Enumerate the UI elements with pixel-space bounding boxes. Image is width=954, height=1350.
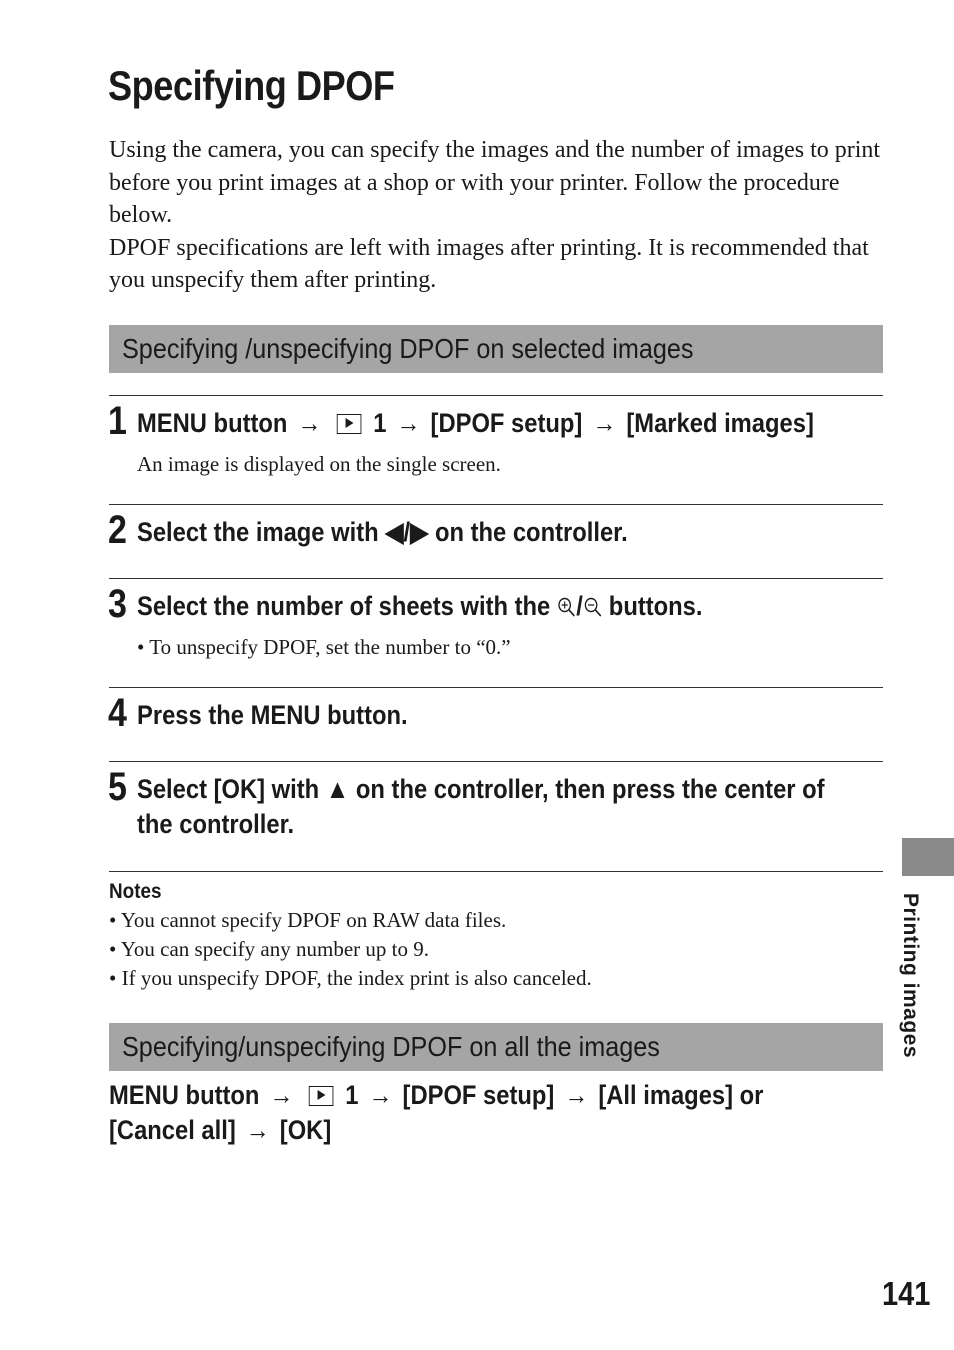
step-5-line-2: the controller. bbox=[137, 809, 295, 839]
page-title: Specifying DPOF bbox=[108, 62, 395, 109]
ok-label: [OK] bbox=[279, 1115, 332, 1145]
arrow-icon: → bbox=[245, 1115, 270, 1145]
divider bbox=[109, 504, 883, 505]
section-heading-selected-images bbox=[109, 325, 883, 373]
all-images-instruction bbox=[109, 1078, 869, 1148]
zoom-out-icon bbox=[583, 596, 602, 618]
chapter-side-label-text: Printing images bbox=[899, 893, 922, 1059]
playback-icon bbox=[309, 1086, 334, 1106]
arrow-icon: → bbox=[269, 1080, 294, 1110]
divider bbox=[109, 578, 883, 579]
step-number-5: 5 bbox=[108, 765, 127, 809]
step-4-instruction bbox=[137, 698, 897, 733]
note-item: • If you unspecify DPOF, the index print is also canceled. bbox=[109, 964, 592, 993]
zoom-in-icon bbox=[557, 596, 576, 618]
divider bbox=[109, 687, 883, 688]
intro-paragraph-1: Using the camera, you can specify the images and the number of images to print before you print images at a shop or with your printer. Follow the procedure below. bbox=[109, 137, 881, 228]
divider bbox=[109, 871, 883, 872]
chapter-side-label bbox=[894, 893, 924, 1063]
step-number-2: 2 bbox=[108, 508, 127, 552]
cancel-all-label: [Cancel all] bbox=[109, 1115, 236, 1145]
intro-text bbox=[109, 134, 884, 297]
step-5-instruction bbox=[137, 772, 897, 842]
section-heading-text: Specifying/unspecifying DPOF on all the images bbox=[122, 1031, 660, 1062]
step-2-text: Select the image with ◀/▶ on the controller. bbox=[137, 517, 628, 547]
step-number-1: 1 bbox=[108, 399, 127, 443]
notes-list bbox=[109, 906, 592, 993]
divider bbox=[109, 395, 883, 396]
arrow-icon: → bbox=[368, 1080, 393, 1110]
arrow-icon: → bbox=[564, 1080, 589, 1110]
step-5-line-1: Select [OK] with ▲ on the controller, then press the center of bbox=[137, 774, 825, 804]
playback-menu-number: 1 bbox=[345, 1080, 359, 1110]
section-heading-text: Specifying /unspecifying DPOF on selected images bbox=[122, 333, 694, 364]
step-3-text-b: buttons. bbox=[608, 591, 703, 621]
step-3-note: • To unspecify DPOF, set the number to “0.” bbox=[137, 635, 511, 659]
step-3-instruction: Select the number of sheets with the / buttons. bbox=[137, 591, 703, 621]
dpof-setup-label: [DPOF setup] bbox=[430, 408, 583, 438]
menu-button-label: MENU button bbox=[109, 1080, 260, 1110]
playback-menu-number: 1 bbox=[373, 408, 387, 438]
note-item: • You can specify any number up to 9. bbox=[109, 935, 592, 964]
intro-paragraph-2: DPOF specifications are left with images after printing. It is recommended that you unspecify them after printing. bbox=[109, 234, 869, 293]
step-number-4: 4 bbox=[108, 691, 127, 735]
note-item: • You cannot specify DPOF on RAW data files. bbox=[109, 906, 592, 935]
step-number-3: 3 bbox=[108, 582, 127, 626]
page-number: 141 bbox=[882, 1275, 931, 1312]
arrow-icon: → bbox=[396, 408, 421, 438]
notes-title: Notes bbox=[109, 880, 162, 903]
divider bbox=[109, 761, 883, 762]
all-images-label: [All images] or bbox=[598, 1080, 764, 1110]
section-heading-all-images bbox=[109, 1023, 883, 1071]
playback-icon bbox=[337, 414, 362, 434]
step-1-note: An image is displayed on the single screen. bbox=[137, 452, 501, 476]
arrow-icon: → bbox=[592, 408, 617, 438]
step-4-text: Press the MENU button. bbox=[137, 700, 408, 730]
chapter-tab-marker bbox=[902, 838, 954, 876]
marked-images-label: [Marked images] bbox=[626, 408, 814, 438]
step-1-instruction bbox=[137, 406, 897, 441]
menu-button-label: MENU button bbox=[137, 408, 288, 438]
step-3-text-a: Select the number of sheets with the bbox=[137, 591, 551, 621]
dpof-setup-label: [DPOF setup] bbox=[402, 1080, 555, 1110]
arrow-icon: → bbox=[297, 408, 322, 438]
step-2-instruction bbox=[137, 515, 897, 550]
